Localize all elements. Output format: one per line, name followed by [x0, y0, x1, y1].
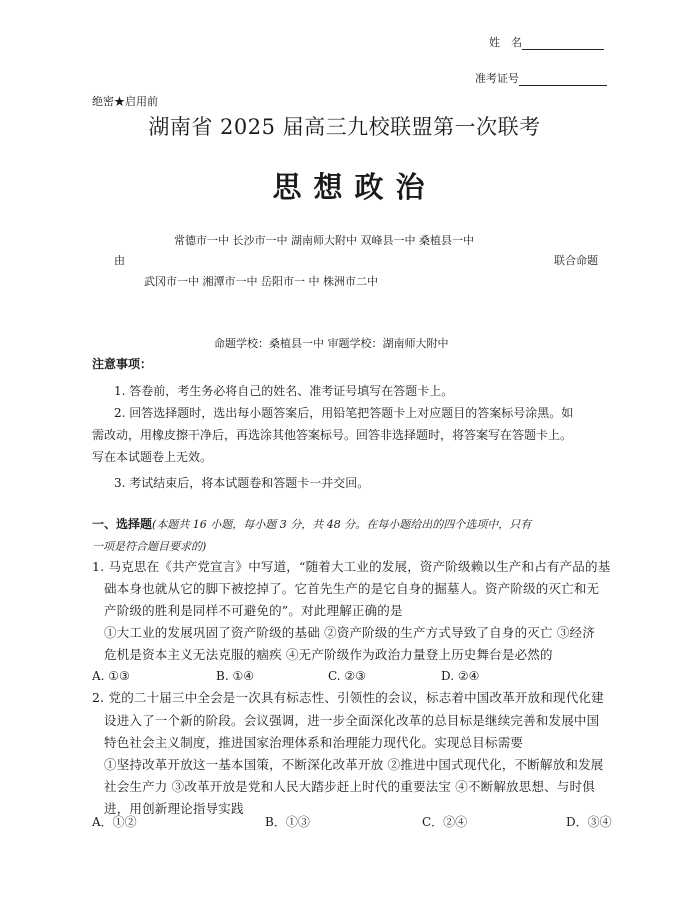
- q1-options: [92, 669, 652, 687]
- q1-line-5: 危机是资本主义无法克服的痼疾 ④无产阶级作为政治力量登上历史舞台是必然的: [104, 647, 553, 662]
- q1-line-4: ①大工业的发展巩固了资产阶级的基础 ②资产阶级的生产方式导致了自身的灭亡 ③经济: [104, 625, 595, 640]
- schools-line-2: 武冈市一中 湘潭市一中 岳阳市一 中 株洲市二中: [144, 275, 378, 288]
- note-3: 3. 考试结束后，将本试题卷和答题卡一并交回。: [114, 476, 370, 490]
- schools-you: 由: [114, 254, 125, 267]
- id-label: 准考证号: [475, 72, 519, 85]
- q1-line-2: 础本身也就从它的脚下被挖掉了。它首先生产的是它自身的掘墓人。资产阶级的灭亡和无: [104, 581, 600, 596]
- section-1-heading: 一、选择题: [92, 517, 153, 531]
- q1-option-b[interactable]: B. ①④: [216, 669, 254, 683]
- q2-option-c[interactable]: C．②④: [422, 815, 468, 829]
- q2-line-5: 社会生产力 ③改革开放是党和人民大踏步赶上时代的重要法宝 ④不断解放思想、与时俱: [104, 779, 595, 794]
- schools-line-1: 常德市一中 长沙市一中 湖南师大附中 双峰县一中 桑植县一中: [174, 234, 474, 247]
- section-1-line-1: [92, 515, 531, 532]
- q1-line-3: 产阶级的胜利是同样不可避免的”。对此理解正确的是: [104, 603, 403, 618]
- exam-title: 湖南省 2025 届高三九校联盟第一次联考: [148, 115, 541, 139]
- q2-option-d[interactable]: D．③④: [566, 815, 612, 829]
- note-2-line-2: 需改动，用橡皮擦干净后，再选涂其他答案标号。回答非选择题时，将答案写在答题卡上。: [92, 428, 573, 442]
- q1-option-a[interactable]: A. ①③: [92, 669, 130, 683]
- name-field: [489, 34, 604, 50]
- name-label: 姓 名: [489, 36, 522, 49]
- notes-heading: 注意事项：: [92, 357, 153, 371]
- q2-option-b[interactable]: B．①③: [265, 815, 310, 829]
- q2-line-1: 2. 党的二十届三中全会是一次具有标志性、引领性的会议，标志着中国改革开放和现代化建: [92, 690, 604, 705]
- subject-title: 思想政治: [272, 170, 437, 204]
- name-blank: [522, 37, 604, 50]
- section-1-desc-2: 一项是符合题目要求的): [92, 540, 207, 553]
- q2-line-2: 设进入了一个新的阶段。会议强调，进一步全面深化改革的总目标是继续完善和发展中国: [104, 713, 600, 728]
- note-2-line-3: 写在本试题卷上无效。: [92, 450, 213, 464]
- id-field: [475, 70, 607, 86]
- q2-option-a[interactable]: A．①②: [92, 815, 137, 829]
- note-2-line-1: 2. 回答选择题时，选出每小题答案后，用铅笔把答题卡上对应题目的答案标号涂黑。如: [114, 406, 574, 420]
- section-1-desc: (本题共 16 小题，每小题 3 分，共 48 分。在每小题给出的四个选项中，只有: [152, 518, 532, 531]
- schools-joint: 联合命题: [554, 254, 598, 267]
- q2-line-4: ①坚持改革开放这一基本国策，不断深化改革开放 ②推进中国式现代化，不断解放和发展: [104, 757, 604, 772]
- note-1: 1. 答卷前，考生务必将自己的姓名、准考证号填写在答题卡上。: [114, 384, 454, 398]
- id-blank: [519, 73, 607, 86]
- q1-line-1: 1. 马克思在《共产党宣言》中写道，“随着大工业的发展，资产阶级赖以生产和占有产品的基: [92, 559, 611, 574]
- secret-label: 绝密★启用前: [92, 95, 158, 108]
- q2-line-6: 进，用创新理论指导实践: [104, 801, 244, 816]
- q1-option-c[interactable]: C. ②③: [328, 669, 366, 683]
- q1-option-d[interactable]: D. ②④: [441, 669, 480, 683]
- q2-line-3: 特色社会主义制度，推进国家治理体系和治理能力现代化。实现总目标需要: [104, 735, 524, 750]
- proposer-line: 命题学校：桑植县一中 审题学校：湖南师大附中: [214, 337, 449, 350]
- q2-options: [92, 813, 632, 831]
